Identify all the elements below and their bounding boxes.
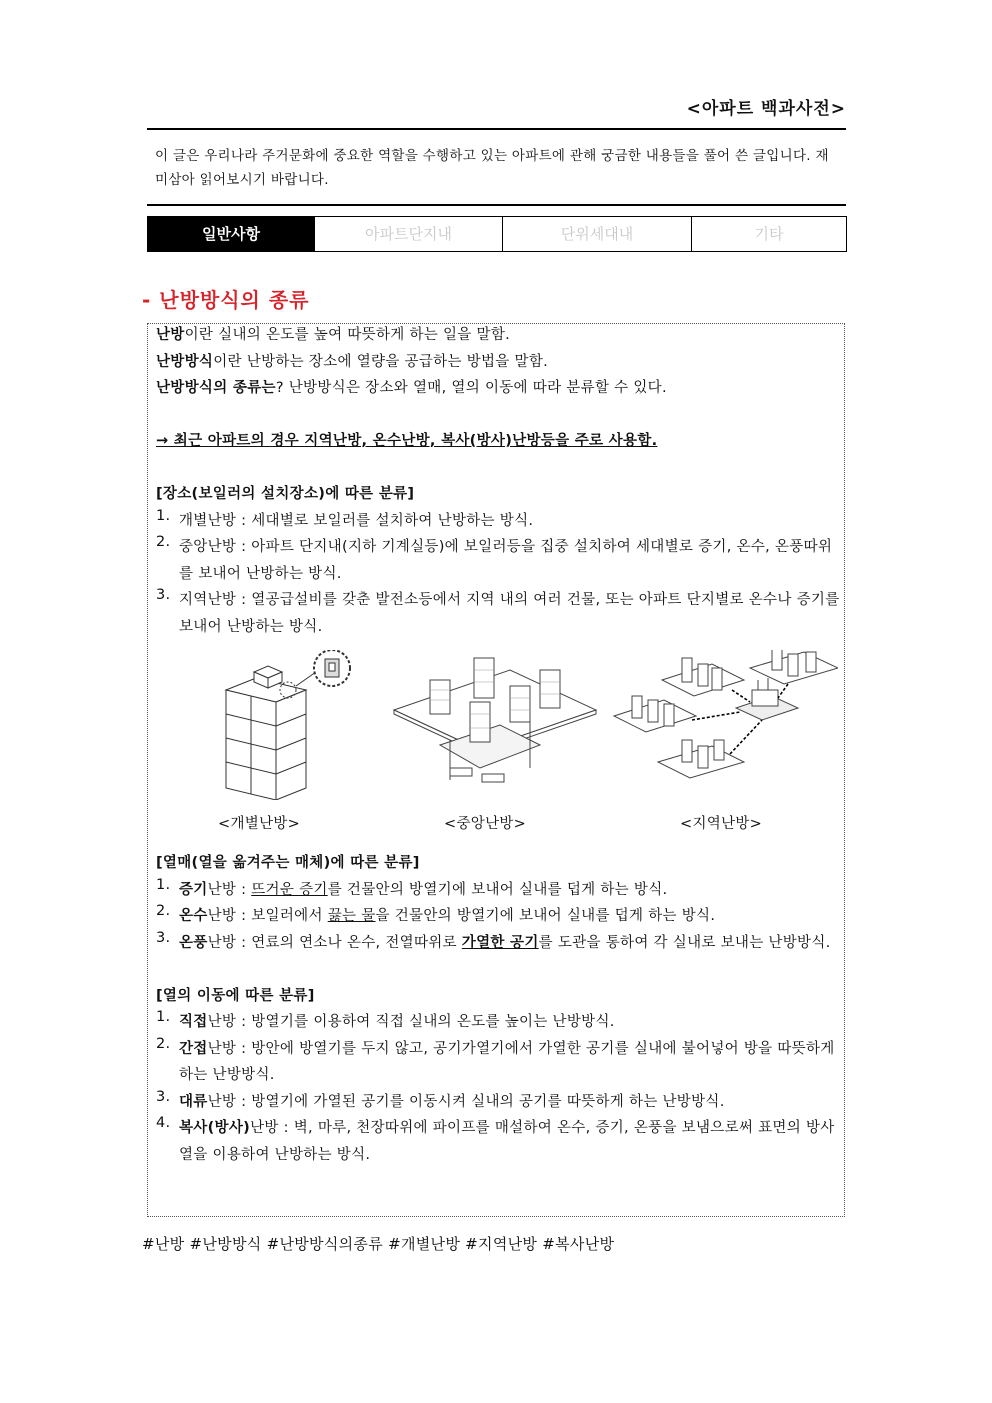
term: 복사(방사): [179, 1120, 251, 1136]
item-text: [179, 930, 840, 957]
item-number: 2.: [156, 903, 171, 919]
item-text: [179, 1089, 840, 1116]
tab-etc[interactable]: 기타: [691, 217, 846, 251]
definition-text: 이란 실내의 온도를 높여 따뜻하게 하는 일을 말함.: [184, 327, 511, 343]
term: 증기: [179, 881, 208, 898]
hashtags: #난방 #난방방식 #난방방식의종류 #개별난방 #지역난방 #복사난방: [142, 1235, 615, 1253]
section-title: - 난방방식의 종류: [142, 288, 310, 312]
tab-general[interactable]: 일반사항: [148, 217, 314, 251]
definition-heating: [156, 322, 840, 349]
individual-heating-illustration: [216, 650, 366, 800]
item-number: 1.: [156, 876, 171, 893]
heading-by-medium: [열매(열을 옮겨주는 매체)에 따른 분류]: [156, 855, 420, 871]
term-heating-method: 난방방식: [156, 353, 214, 370]
item-number: 3.: [156, 587, 171, 603]
term: 대류: [179, 1093, 208, 1110]
text-part: 난방 :: [207, 881, 252, 898]
list-item: [156, 1115, 840, 1168]
item-text: [179, 877, 840, 904]
text-part: 난방 : 보일러에서: [207, 908, 328, 924]
term-heating: 난방: [156, 327, 185, 343]
item-text: [179, 1009, 840, 1036]
underlined-text: 끓는 물: [327, 908, 376, 924]
item-text: 개별난방 : 세대별로 보일러를 설치하여 난방하는 방식.: [179, 512, 534, 529]
definition-text: ? 난방방식은 장소와 열매, 열의 이동에 따라 분류할 수 있다.: [275, 380, 667, 396]
district-heating-illustration: [612, 650, 838, 790]
intro-text: 이 글은 우리나라 주거문화에 중요한 역할을 수행하고 있는 아파트에 관해 궁금한 내용들을 풀어 쓴 글입니다. 재미삼아 읽어보시기 바랍니다.: [155, 148, 829, 188]
item-number: 1.: [156, 1009, 171, 1025]
definition-heating-method: [156, 349, 840, 376]
underlined-text: 뜨거운 증기: [251, 881, 328, 898]
caption-central-heating: <중앙난방>: [444, 816, 527, 832]
list-item: [156, 930, 840, 957]
list-item: [156, 1089, 840, 1116]
list-item: [156, 587, 840, 640]
heading-by-heat-movement: [열의 이동에 따른 분류]: [156, 987, 315, 1004]
central-heating-illustration: [390, 650, 600, 800]
item-number: 2.: [156, 1035, 171, 1052]
item-number: 3.: [156, 929, 171, 946]
item-text: [179, 1115, 840, 1168]
text-part: 난방 : 방열기를 이용하여 직접 실내의 온도를 높이는 난방방식.: [207, 1014, 615, 1030]
list-item: [156, 534, 840, 587]
note-recent-apartments: → 최근 아파트의 경우 지역난방, 온수난방, 복사(방사)난방등을 주로 사용함.: [156, 433, 658, 449]
caption-district-heating: <지역난방>: [680, 816, 763, 832]
item-number: 3.: [156, 1088, 171, 1105]
caption-individual-heating: <개별난방>: [218, 816, 301, 832]
document-title: <아파트 백과사전>: [686, 99, 846, 119]
definition-heating-types: [156, 375, 840, 402]
item-number: 4.: [156, 1115, 171, 1131]
category-tabs: [147, 216, 847, 252]
text-part: 난방 : 방열기에 가열된 공기를 이동시켜 실내의 공기를 따뜻하게 하는 난방방식.: [207, 1093, 725, 1110]
heating-figures: [156, 650, 840, 838]
text-part: 난방 : 연료의 연소나 온수, 전열따위로: [207, 934, 462, 951]
item-text: 지역난방 : 열공급설비를 갖춘 발전소등에서 지역 내의 여러 건물, 또는 아파트 단지별로 온수나 증기를 보내어 난방하는 방식.: [179, 592, 840, 635]
list-item: [156, 1009, 840, 1036]
underlined-text: 가열한 공기: [461, 934, 539, 951]
item-number: 1.: [156, 507, 171, 524]
text-part: 난방 : 방안에 방열기를 두지 않고, 공기가열기에서 가열한 공기를 실내에 불어넣어 방을 따뜻하게 하는 난방방식.: [179, 1040, 835, 1083]
item-number: 2.: [156, 534, 171, 550]
item-text: [179, 1036, 840, 1089]
text-part: 을 건물안의 방열기에 보내어 실내를 덥게 하는 방식.: [375, 908, 716, 924]
text-part: 를 건물안의 방열기에 보내어 실내를 덥게 하는 방식.: [327, 881, 668, 898]
item-text: 중앙난방 : 아파트 단지내(지하 기계실등)에 보일러등을 집중 설치하여 세대별로 증기, 온수, 온풍따위를 보내어 난방하는 방식.: [179, 539, 833, 582]
term: 온수: [179, 908, 208, 924]
tab-apartment-complex[interactable]: 아파트단지내: [314, 217, 502, 251]
definition-text: 이란 난방하는 장소에 열량을 공급하는 방법을 말함.: [213, 353, 549, 370]
tab-unit-household[interactable]: 단위세대내: [502, 217, 691, 251]
term-heating-types: 난방방식의 종류는: [156, 380, 276, 396]
list-item: [156, 877, 840, 904]
text-part: 난방 : 벽, 마루, 천장따위에 파이프를 매설하여 온수, 증기, 온풍을 보냄으로써 표면의 방사열을 이용하여 난방하는 방식.: [179, 1120, 835, 1163]
heading-by-place: [장소(보일러의 설치장소)에 따른 분류]: [156, 486, 415, 502]
text-part: 를 도관을 통하여 각 실내로 보내는 난방방식.: [538, 934, 831, 951]
term: 직접: [179, 1014, 208, 1030]
content: [156, 322, 840, 1168]
list-item: [156, 903, 840, 930]
intro-rule: [147, 204, 846, 206]
top-rule: [147, 128, 846, 130]
item-text: [179, 903, 840, 930]
term: 간접: [179, 1040, 208, 1057]
list-item: [156, 1036, 840, 1089]
list-item: [156, 508, 840, 535]
term: 온풍: [179, 934, 208, 951]
